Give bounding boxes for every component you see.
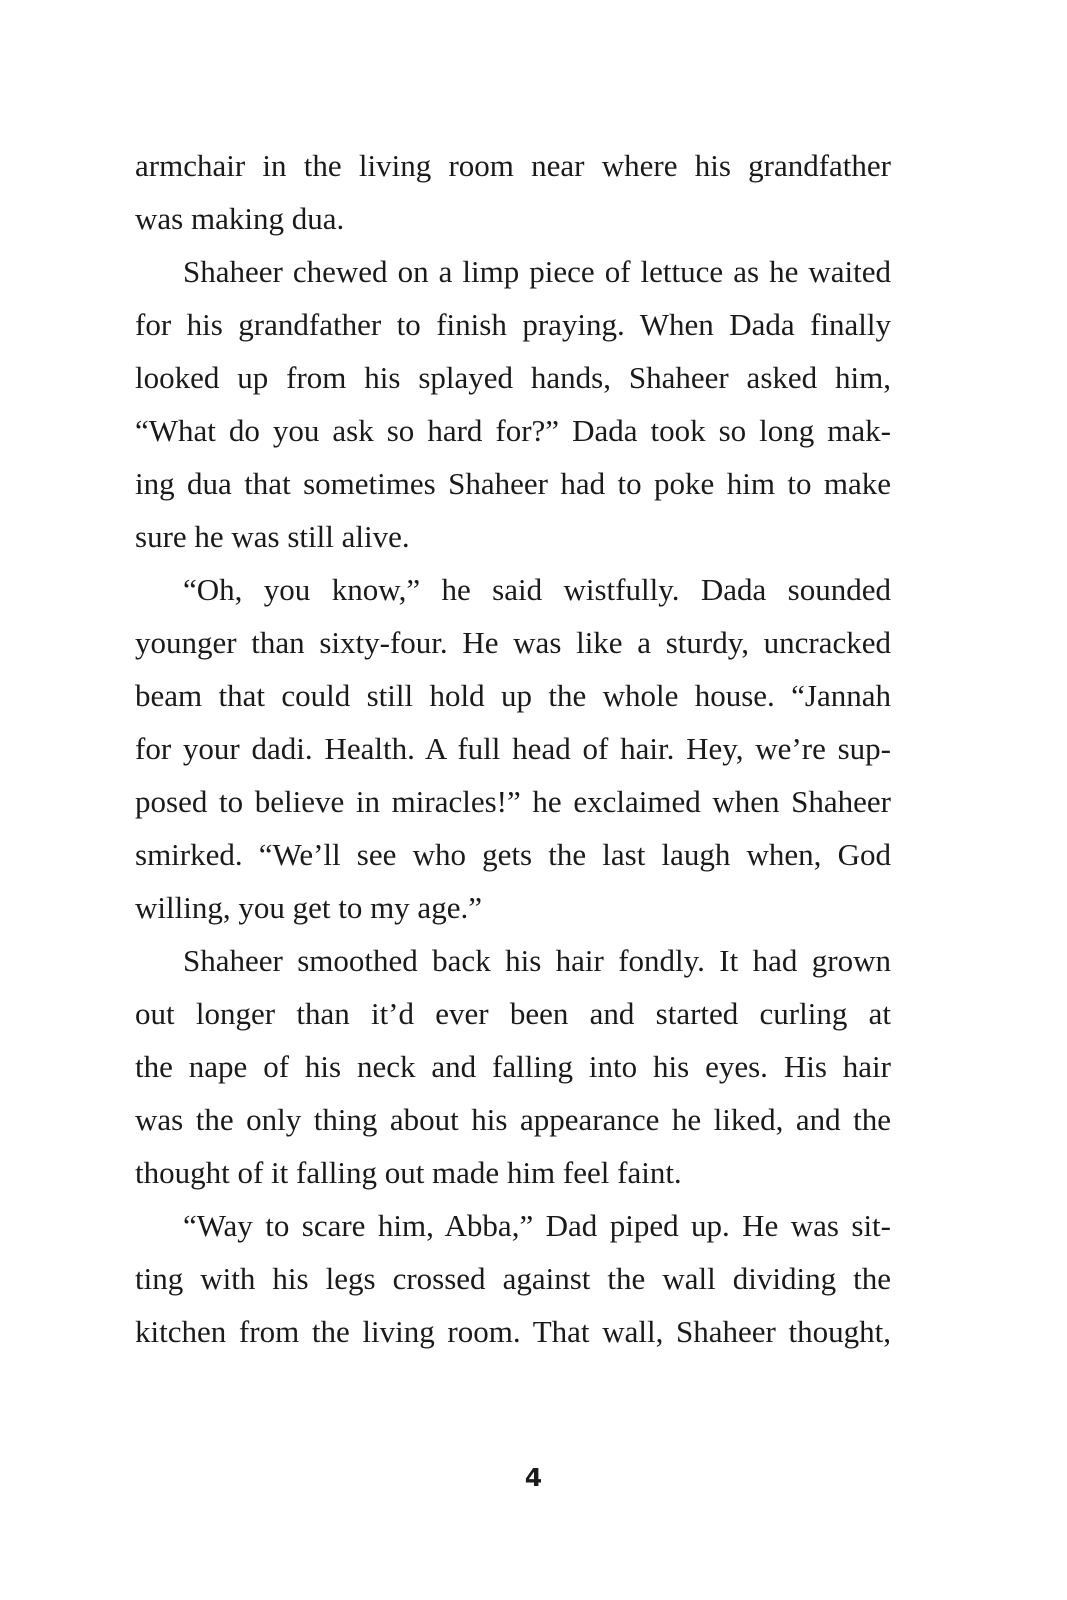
text-line: smirked. “We’ll see who gets the last laugh when, God (135, 837, 891, 872)
text-line: for your dadi. Health. A full head of hair. Hey, we’re sup- (135, 731, 891, 766)
text-line: was making dua. (135, 201, 345, 236)
text-line: “Way to scare him, Abba,” Dad piped up. He was sit- (183, 1208, 891, 1243)
text-line: beam that could still hold up the whole house. “Jannah (135, 678, 891, 713)
text-line: sure he was still alive. (135, 519, 410, 554)
text-line: ting with his legs crossed against the wall dividing the (135, 1261, 891, 1296)
text-line: posed to believe in miracles!” he exclaimed when Shaheer (135, 784, 891, 819)
text-line: armchair in the living room near where his grandfather (135, 148, 891, 183)
text-line: Shaheer smoothed back his hair fondly. It had grown (183, 943, 891, 978)
page-number: 4 (524, 1463, 543, 1492)
text-line: out longer than it’d ever been and started curling at (135, 996, 891, 1031)
text-line: younger than sixty-four. He was like a sturdy, uncracked (135, 625, 891, 660)
text-line: “Oh, you know,” he said wistfully. Dada sounded (183, 572, 891, 607)
text-line: for his grandfather to finish praying. When Dada finally (135, 307, 891, 342)
text-line: ing dua that sometimes Shaheer had to poke him to make (135, 466, 891, 501)
text-line: was the only thing about his appearance he liked, and the (135, 1102, 891, 1137)
text-line: thought of it falling out made him feel faint. (135, 1155, 682, 1190)
text-line: Shaheer chewed on a limp piece of lettuce as he waited (183, 254, 891, 289)
body-text (135, 139, 891, 1358)
text-line: looked up from his splayed hands, Shaheer asked him, (135, 360, 891, 395)
text-line: the nape of his neck and falling into his eyes. His hair (135, 1049, 891, 1084)
text-line: “What do you ask so hard for?” Dada took so long mak- (135, 413, 891, 448)
text-line: kitchen from the living room. That wall, Shaheer thought, (135, 1314, 891, 1349)
text-line: willing, you get to my age.” (135, 890, 482, 925)
